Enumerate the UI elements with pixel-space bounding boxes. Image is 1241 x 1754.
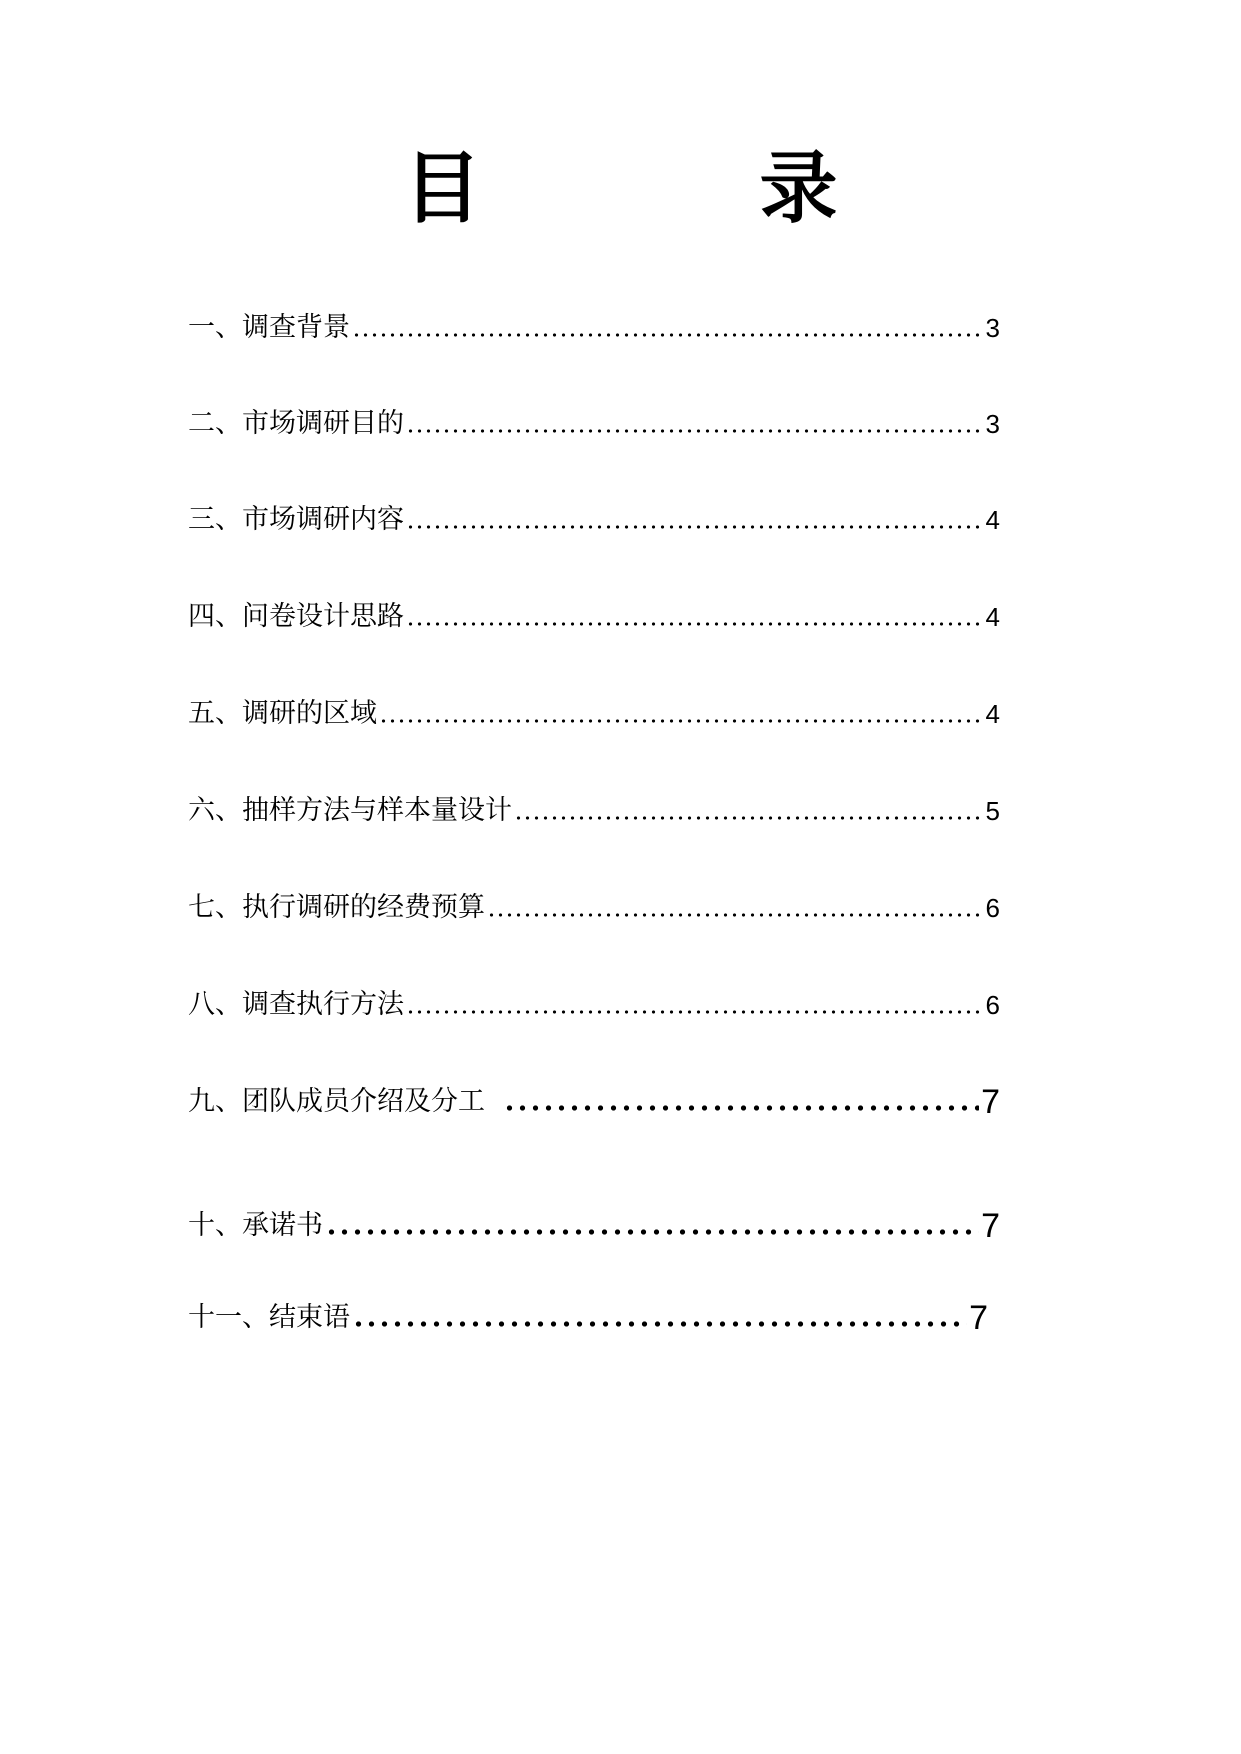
- toc-entry-label: 九、团队成员介绍及分工: [188, 1086, 485, 1117]
- toc-entry[interactable]: [188, 791, 1000, 831]
- toc-entry-label: 三、市场调研内容: [188, 504, 404, 535]
- toc-entry-label: 十一、结束语: [188, 1302, 350, 1333]
- toc-leader-dots: [352, 1298, 967, 1338]
- toc-entry-label: 十、承诺书: [188, 1210, 323, 1241]
- toc-entry-label: 五、调研的区域: [188, 698, 377, 729]
- toc-leader-dots: [379, 694, 984, 734]
- toc-entry-page: 3: [985, 409, 1000, 439]
- toc-entry-page: 6: [985, 990, 1000, 1020]
- toc-leader-dots: [406, 500, 984, 540]
- toc-leader-dots: [325, 1206, 979, 1246]
- toc-entry[interactable]: [188, 308, 1000, 348]
- toc-entry[interactable]: [188, 597, 1000, 637]
- toc-entry-page: 5: [985, 796, 1000, 826]
- toc-leader-dots: [514, 791, 984, 831]
- toc-entry-label: 七、执行调研的经费预算: [188, 892, 485, 923]
- toc-entry-page: 4: [985, 699, 1000, 729]
- toc-leader-dots: [406, 597, 984, 637]
- toc-entry-page: 7: [981, 1083, 1000, 1121]
- toc-entry-label: 四、问卷设计思路: [188, 601, 404, 632]
- toc-entry-page: 7: [969, 1299, 988, 1337]
- toc-entry[interactable]: [188, 404, 1000, 444]
- toc-leader-dots: [352, 308, 984, 348]
- toc-entry[interactable]: [188, 985, 1000, 1025]
- toc-entry[interactable]: [188, 888, 1000, 928]
- toc-entry-page: 7: [981, 1207, 1000, 1245]
- toc-entry-page: 6: [985, 893, 1000, 923]
- toc-entry-label: 六、抽样方法与样本量设计: [188, 795, 512, 826]
- toc-entry[interactable]: [188, 500, 1000, 540]
- toc-entry[interactable]: [188, 1206, 1000, 1246]
- toc-entry[interactable]: [188, 1082, 1000, 1122]
- toc-leader-dots: [406, 404, 984, 444]
- toc-entry[interactable]: [188, 694, 1000, 734]
- toc-leader-dots: [406, 985, 984, 1025]
- toc-entry-page: 3: [985, 313, 1000, 343]
- page-title: 目 录: [403, 144, 938, 234]
- toc-entry-page: 4: [985, 602, 1000, 632]
- toc-entry[interactable]: [188, 1298, 988, 1338]
- toc-leader-dots: [487, 888, 984, 928]
- toc-entry-label: 一、调查背景: [188, 312, 350, 343]
- toc-entry-label: 二、市场调研目的: [188, 408, 404, 439]
- toc-entry-page: 4: [985, 505, 1000, 535]
- toc-entry-label: 八、调查执行方法: [188, 989, 404, 1020]
- toc-leader-dots: [503, 1082, 979, 1122]
